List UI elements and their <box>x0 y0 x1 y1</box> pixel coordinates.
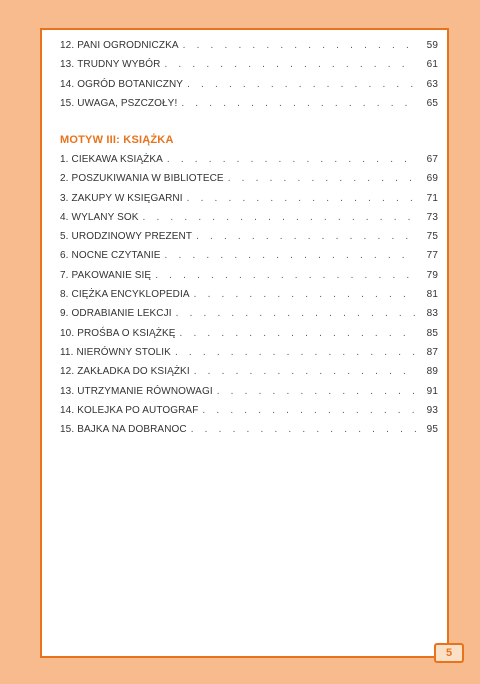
entry-number: 3. <box>60 192 69 204</box>
entry-page: 67 <box>426 154 438 165</box>
toc-entry <box>60 193 438 212</box>
entry-page: 77 <box>426 250 438 262</box>
toc-entry <box>60 154 438 173</box>
entry-page: 85 <box>426 327 438 339</box>
entry-number: 11. <box>60 346 74 358</box>
toc-entry <box>60 386 438 405</box>
toc-entry <box>60 59 438 78</box>
toc-entry <box>60 424 438 443</box>
section-heading: MOTYW III: KSIĄŻKA <box>60 134 174 146</box>
entry-title: TRUDNY WYBÓR <box>77 59 161 71</box>
toc-entry <box>60 79 438 98</box>
entry-number: 15. <box>60 424 75 436</box>
entry-page: 93 <box>426 404 438 416</box>
entry-number: 10. <box>60 327 75 339</box>
toc-entry <box>60 231 438 250</box>
toc-entry <box>60 328 438 347</box>
dot-leader <box>143 212 417 223</box>
entry-number: 8. <box>60 289 69 301</box>
entry-page: 95 <box>426 424 438 436</box>
entry-page: 83 <box>426 308 438 320</box>
entry-number: 1. <box>60 154 69 165</box>
entry-number: 9. <box>60 308 69 320</box>
entry-number: 13. <box>60 59 75 71</box>
dot-leader <box>194 366 416 377</box>
dot-leader <box>217 386 416 397</box>
entry-page: 89 <box>426 366 438 378</box>
entry-number: 4. <box>60 211 69 223</box>
entry-title: OGRÓD BOTANICZNY <box>77 78 184 90</box>
dot-leader <box>187 79 416 90</box>
entry-title: CIĘŻKA ENCYKLOPEDIA <box>71 289 190 301</box>
toc-entry <box>60 98 438 117</box>
toc-entry <box>60 40 438 59</box>
entry-number: 14. <box>60 78 75 90</box>
entry-title: ZAKŁADKA DO KSIĄŻKI <box>77 366 190 378</box>
entry-number: 13. <box>60 385 75 397</box>
entry-page: 63 <box>426 78 438 90</box>
entry-number: 15. <box>60 97 75 109</box>
entry-page: 59 <box>426 40 438 51</box>
toc-top-list <box>60 40 438 117</box>
entry-title: NOCNE CZYTANIE <box>71 250 161 262</box>
dot-leader <box>167 154 416 165</box>
dot-leader <box>155 270 416 281</box>
dot-leader <box>202 405 416 416</box>
toc-entry <box>60 347 438 366</box>
page-panel <box>40 28 449 658</box>
entry-title: PANI OGRODNICZKA <box>77 40 179 51</box>
dot-leader <box>165 250 416 261</box>
entry-page: 87 <box>426 346 438 358</box>
dot-leader <box>176 308 416 319</box>
entry-title: PROŚBA O KSIĄŻKĘ <box>77 327 176 339</box>
entry-title: ODRABIANIE LEKCJI <box>71 308 172 320</box>
toc-section-list <box>60 154 438 443</box>
entry-number: 14. <box>60 404 75 416</box>
dot-leader <box>228 173 416 184</box>
entry-page: 71 <box>426 192 438 204</box>
toc-entry <box>60 173 438 192</box>
entry-title: UTRZYMANIE RÓWNOWAGI <box>77 385 213 397</box>
dot-leader <box>196 231 416 242</box>
entry-title: UWAGA, PSZCZOŁY! <box>77 97 178 109</box>
toc-entry <box>60 250 438 269</box>
entry-title: WYLANY SOK <box>71 211 139 223</box>
dot-leader <box>187 193 416 204</box>
toc-entry <box>60 212 438 231</box>
entry-page: 81 <box>426 289 438 301</box>
entry-title: KOLEJKA PO AUTOGRAF <box>77 404 199 416</box>
entry-title: ZAKUPY W KSIĘGARNI <box>71 192 183 204</box>
toc-entry <box>60 366 438 385</box>
dot-leader <box>194 289 416 300</box>
dot-leader <box>175 347 416 358</box>
entry-number: 2. <box>60 173 69 185</box>
entry-page: 65 <box>426 97 438 109</box>
entry-title: URODZINOWY PREZENT <box>71 231 193 243</box>
entry-page: 75 <box>426 231 438 243</box>
entry-title: CIEKAWA KSIĄŻKA <box>71 154 163 165</box>
dot-leader <box>191 424 416 435</box>
toc-entry <box>60 289 438 308</box>
toc-entry <box>60 270 438 289</box>
entry-number: 12. <box>60 40 75 51</box>
page-number-badge: 5 <box>434 643 464 663</box>
entry-title: BAJKA NA DOBRANOC <box>77 424 187 436</box>
entry-title: POSZUKIWANIA W BIBLIOTECE <box>71 173 224 185</box>
dot-leader <box>181 98 416 109</box>
entry-title: NIERÓWNY STOLIK <box>76 346 171 358</box>
toc-entry <box>60 405 438 424</box>
entry-page: 73 <box>426 211 438 223</box>
entry-page: 91 <box>426 385 438 397</box>
entry-title: PAKOWANIE SIĘ <box>71 269 152 281</box>
entry-page: 79 <box>426 269 438 281</box>
entry-number: 12. <box>60 366 75 378</box>
dot-leader <box>183 40 416 51</box>
toc-entry <box>60 308 438 327</box>
entry-number: 7. <box>60 269 69 281</box>
dot-leader <box>164 59 416 70</box>
entry-page: 61 <box>426 59 438 71</box>
dot-leader <box>180 328 416 339</box>
entry-page: 69 <box>426 173 438 185</box>
entry-number: 5. <box>60 231 69 243</box>
entry-number: 6. <box>60 250 69 262</box>
